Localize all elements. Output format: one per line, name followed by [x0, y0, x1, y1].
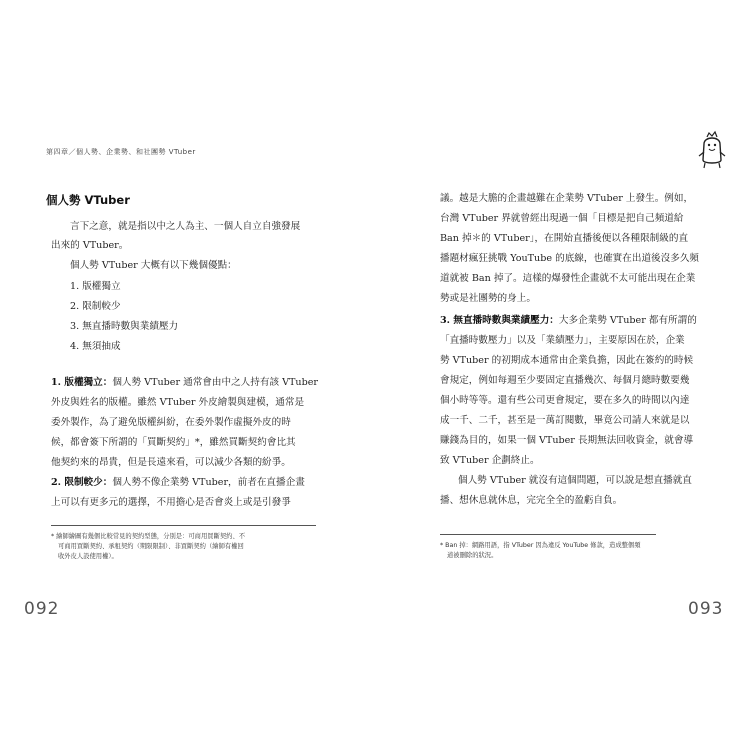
paragraph-line: 候，都會簽下所謂的「買斷契約」*，雖然買斷契約會比其	[51, 437, 296, 448]
paragraph-line: 成一千、二千，甚至是一萬訂閱數，畢竟公司請人來就是以	[440, 415, 690, 426]
section-title: 個人勢 VTuber	[46, 193, 130, 207]
intro-line: 出來的 VTuber。	[51, 240, 129, 251]
footnote-line: 道被刪除的狀況。	[447, 552, 498, 559]
paragraph-line: 道就被 Ban 掉了。這樣的爆發性企畫就不太可能出現在企業	[440, 273, 696, 284]
footnote-line: 收外皮人設使用權）。	[58, 553, 118, 560]
page-number-left: 092	[24, 599, 60, 619]
intro-line: 個人勢 VTuber 大概有以下幾個優點：	[70, 260, 237, 271]
paragraph-line: 上可以有更多元的選擇，不用擔心是否會炎上或是引發爭	[51, 497, 291, 508]
footnote-rule	[440, 534, 656, 535]
page-number-right: 093	[688, 599, 724, 619]
paragraph-line: 賺錢為目的，如果一個 VTuber 長期無法回收資金，就會導	[440, 435, 694, 446]
para-label: 3. 無直播時數與業績壓力：	[440, 315, 559, 326]
mascot-icon	[696, 130, 728, 170]
paragraph-line: 會規定，例如每週至少要固定直播幾次、每個月總時數要幾	[440, 375, 690, 386]
paragraph-line: Ban 掉＊的 VTuber」，在開始直播後便以各種限制級的直	[440, 233, 689, 244]
footnote-line: * Ban 掉：網路用語，指 VTuber 因為違反 YouTube 條款，造成整個頻	[440, 542, 641, 549]
advantage-item: 1. 版權獨立	[70, 281, 121, 292]
footnote-line: * 繪師繪圖有幾個比較常見的契約型態，分別是：可商用買斷契約、不	[51, 533, 246, 540]
paragraph-line	[51, 476, 305, 489]
paragraph-line: 個人勢 VTuber 就沒有這個問題，可以說是想直播就直	[458, 475, 692, 486]
paragraph-line: 他契約來的昂貴，但是長遠來看，可以減少各類的紛爭。	[51, 457, 291, 468]
paragraph-line: 委外製作，為了避免版權糾紛，在委外製作虛擬外皮的時	[51, 417, 291, 428]
paragraph-line: 播、想休息就休息，完完全全的盈虧自負。	[440, 495, 623, 506]
running-head: 第四章／個人勢、企業勢、和社團勢 VTuber	[46, 148, 196, 156]
intro-line: 言下之意，就是指以中之人為主、一個人自立自強發展	[70, 221, 301, 232]
para-text: 大多企業勢 VTuber 都有所謂的	[558, 315, 697, 326]
advantage-item: 2. 限制較少	[70, 301, 121, 312]
para-label: 1. 版權獨立：	[51, 377, 113, 388]
paragraph-line: 播題材瘋狂挑戰 YouTube 的底線，也確實在出道後沒多久頻	[440, 253, 700, 264]
paragraph-line: 個小時等等。還有些公司更會規定，要在多久的時間以內達	[440, 395, 690, 406]
paragraph-line: 外皮與姓名的版權。雖然 VTuber 外皮繪製與建模，通常是	[51, 397, 305, 408]
paragraph-line: 「直播時數壓力」以及「業績壓力」，主要原因在於，企業	[440, 335, 685, 346]
paragraph-line: 議。越是大膽的企畫越難在企業勢 VTuber 上發生。例如，	[440, 193, 694, 204]
footnote-line: 可商用買斷契約、承租契約（期限限制）、非買斷契約（繪師有權回	[58, 543, 244, 550]
paragraph-line: 台灣 VTuber 界就曾經出現過一個「目標是把自己頻道給	[440, 213, 684, 224]
paragraph-line: 勢 VTuber 的初期成本通常由企業負擔，因此在簽約的時候	[440, 355, 694, 366]
paragraph-line: 致 VTuber 企劃終止。	[440, 455, 540, 466]
para-text: 個人勢不像企業勢 VTuber，前者在直播企畫	[112, 477, 305, 488]
para-text: 個人勢 VTuber 通常會由中之人持有該 VTuber	[112, 377, 319, 388]
paragraph-line	[440, 314, 697, 327]
footnote-rule	[51, 525, 316, 526]
paragraph-line	[51, 376, 318, 389]
para-label: 2. 限制較少：	[51, 477, 113, 488]
advantage-item: 3. 無直播時數與業績壓力	[70, 321, 179, 332]
paragraph-line: 勢或是社團勢的身上。	[440, 293, 536, 304]
advantage-item: 4. 無須抽成	[70, 341, 121, 352]
